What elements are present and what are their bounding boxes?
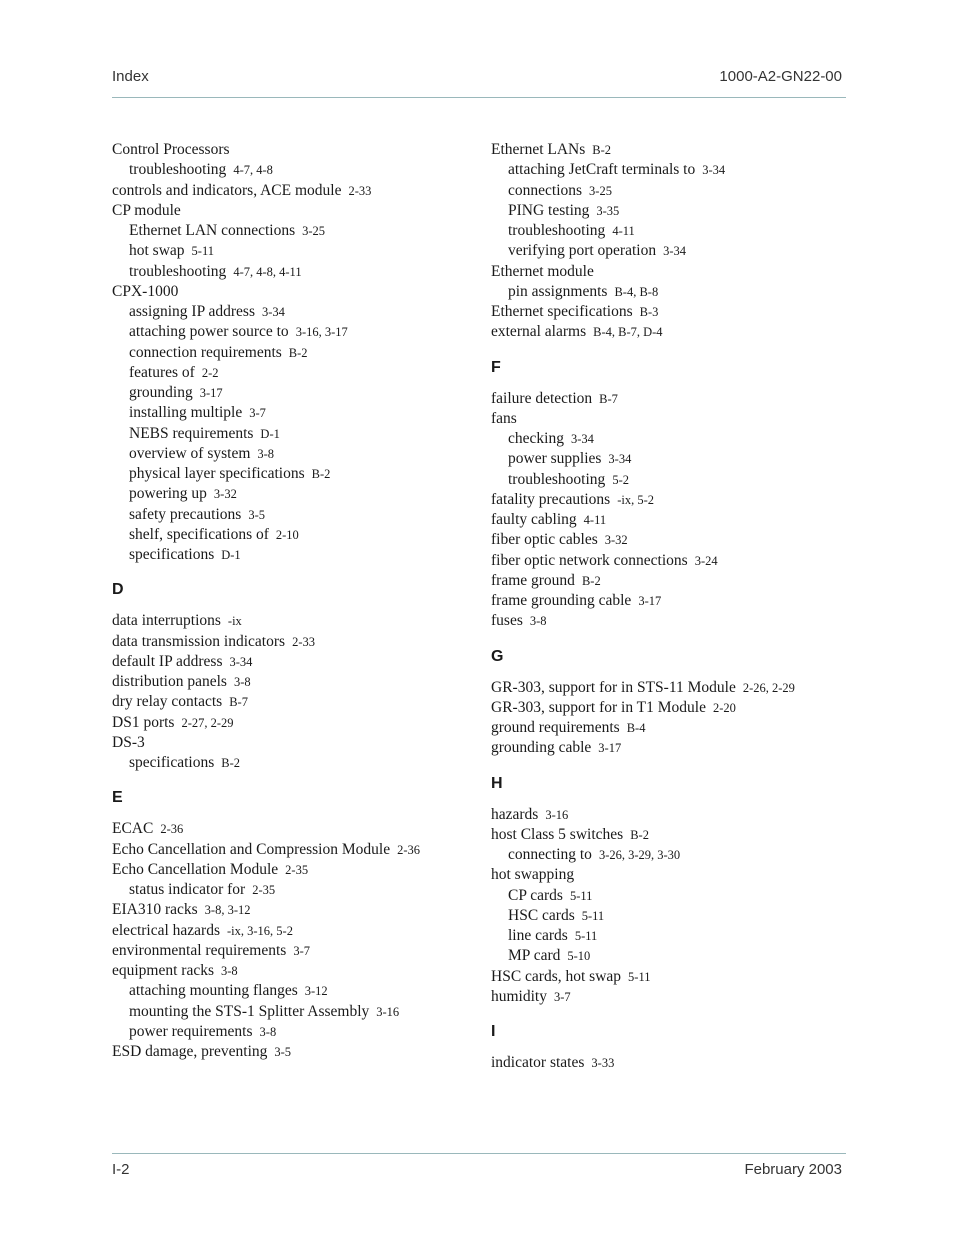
- index-entry: [112, 1042, 482, 1062]
- index-page-reference: 2-27, 2-29: [181, 715, 234, 730]
- index-subentry: [112, 302, 482, 322]
- index-entry: [112, 860, 482, 880]
- index-entry: [491, 389, 851, 409]
- index-term: grounding: [129, 384, 193, 401]
- index-term: environmental requirements: [112, 941, 287, 959]
- index-term: ground requirements: [491, 719, 620, 736]
- index-subentry: [112, 262, 482, 282]
- index-page-reference: 3-8, 3-12: [204, 903, 251, 918]
- index-entry: [491, 409, 851, 429]
- index-term: installing multiple: [129, 404, 243, 422]
- index-page-reference: B-4, B-7, D-4: [593, 325, 663, 340]
- index-page-reference: B-3: [639, 305, 659, 319]
- index-term: Control Processors: [112, 141, 230, 158]
- index-term: ESD damage, preventing: [112, 1043, 268, 1060]
- index-page-reference: 3-25: [589, 183, 612, 198]
- index-entry: [491, 530, 851, 550]
- index-page-reference: B-7: [229, 695, 248, 710]
- index-page-reference: 2-26, 2-29: [742, 680, 795, 695]
- index-entry: [491, 510, 851, 530]
- index-subentry: [112, 464, 482, 484]
- index-page-reference: 2-33: [292, 634, 315, 649]
- index-page-reference: 3-34: [262, 305, 285, 319]
- index-page-reference: 2-2: [201, 365, 219, 380]
- index-page-reference: B-2: [221, 756, 240, 770]
- index-term: Echo Cancellation and Compression Module: [112, 840, 391, 858]
- index-subentry: [491, 906, 851, 926]
- index-term: fiber optic cables: [491, 531, 598, 549]
- index-page-reference: 3-17: [638, 594, 662, 608]
- index-entry: [491, 718, 851, 738]
- index-term: external alarms: [491, 323, 587, 341]
- index-term: HSC cards: [508, 906, 575, 924]
- index-term: default IP address: [112, 652, 223, 670]
- index-page-reference: 3-7: [249, 406, 266, 421]
- index-page-reference: 2-35: [252, 883, 276, 897]
- index-term: physical layer specifications: [129, 465, 305, 482]
- index-page-reference: B-4, B-8: [614, 284, 659, 299]
- index-term: grounding cable: [491, 739, 592, 757]
- index-letter-heading: H: [491, 774, 503, 792]
- index-entry: [112, 140, 482, 160]
- index-page-reference: B-4: [626, 721, 646, 735]
- index-term: power requirements: [129, 1022, 253, 1040]
- index-entry: [112, 632, 482, 652]
- index-term: troubleshooting: [508, 222, 606, 239]
- index-letter-heading: D: [112, 581, 124, 599]
- index-term: checking: [508, 430, 564, 447]
- index-term: Ethernet LANs: [491, 141, 586, 158]
- index-page-reference: B-2: [311, 467, 331, 481]
- index-term: Ethernet module: [491, 262, 594, 280]
- index-term: specifications: [129, 754, 215, 771]
- footer-rule: [112, 1153, 846, 1154]
- index-term: hot swapping: [491, 866, 575, 884]
- index-term: Ethernet specifications: [491, 303, 633, 320]
- index-page-reference: D-1: [260, 426, 280, 441]
- index-entry: [491, 678, 851, 698]
- index-page-reference: 3-12: [304, 984, 328, 999]
- index-page-reference: 5-11: [569, 888, 593, 903]
- index-page-reference: 3-34: [702, 163, 726, 178]
- index-subentry: [491, 241, 851, 261]
- index-term: powering up: [129, 485, 207, 503]
- index-subentry: [491, 845, 851, 865]
- index-term: overview of system: [129, 444, 251, 462]
- index-entry: [112, 672, 482, 692]
- index-page-reference: 2-10: [275, 527, 299, 542]
- index-page-reference: 3-33: [591, 1056, 615, 1070]
- index-term: dry relay contacts: [112, 693, 223, 711]
- index-page-reference: D-1: [221, 548, 241, 562]
- index-entry: [491, 262, 851, 282]
- index-page-reference: 3-5: [274, 1045, 292, 1059]
- index-page-reference: -ix: [227, 614, 242, 629]
- index-entry: [112, 900, 482, 920]
- index-page-reference: 4-7, 4-8, 4-11: [233, 264, 302, 279]
- index-subentry: [112, 1002, 482, 1022]
- index-term: host Class 5 switches: [491, 825, 624, 843]
- index-term: ECAC: [112, 820, 154, 838]
- index-letter-heading: E: [112, 789, 123, 807]
- index-page-reference: 3-17: [598, 741, 622, 756]
- index-term: status indicator for: [129, 881, 246, 898]
- index-page-reference: 3-7: [293, 943, 310, 958]
- index-term: features of: [129, 363, 195, 381]
- index-subentry: [112, 753, 482, 773]
- index-entry: [491, 738, 851, 758]
- index-entry: [112, 733, 482, 753]
- index-page-reference: 3-26, 3-29, 3-30: [598, 848, 681, 862]
- index-term: power supplies: [508, 450, 602, 468]
- index-page-reference: 4-7, 4-8: [233, 163, 273, 178]
- running-header-doc-number: 1000-A2-GN22-00: [719, 68, 842, 85]
- index-page-reference: 3-32: [213, 487, 237, 502]
- index-subentry: [112, 160, 482, 180]
- index-term: attaching power source to: [129, 323, 289, 341]
- index-entry: [112, 692, 482, 712]
- index-term: EIA310 racks: [112, 901, 198, 919]
- publication-date: February 2003: [744, 1161, 842, 1178]
- index-term: line cards: [508, 927, 568, 944]
- index-page-reference: B-2: [592, 143, 612, 157]
- index-entry: [491, 698, 851, 718]
- index-entry: [491, 302, 851, 322]
- index-term: GR-303, support for in T1 Module: [491, 698, 706, 716]
- index-page-reference: 3-8: [257, 446, 275, 461]
- index-page-reference: 3-32: [604, 533, 628, 548]
- index-letter-heading: F: [491, 358, 501, 376]
- index-page-reference: -ix, 5-2: [617, 492, 655, 507]
- index-subentry: [112, 505, 482, 525]
- index-entry: [491, 987, 851, 1007]
- index-subentry: [112, 981, 482, 1001]
- index-entry: [112, 713, 482, 733]
- index-page-reference: 3-5: [248, 507, 266, 522]
- index-term: safety precautions: [129, 505, 242, 523]
- index-term: fatality precautions: [491, 490, 611, 508]
- index-subentry: [491, 946, 851, 966]
- index-term: CP module: [112, 201, 181, 219]
- index-term: fuses: [491, 612, 523, 630]
- index-term: pin assignments: [508, 282, 608, 300]
- index-entry: [112, 921, 482, 941]
- index-term: attaching JetCraft terminals to: [508, 161, 696, 179]
- index-term: HSC cards, hot swap: [491, 967, 622, 985]
- index-page-reference: 3-8: [259, 1024, 277, 1039]
- index-subentry: [491, 429, 851, 449]
- index-term: verifying port operation: [508, 242, 657, 260]
- index-term: data interruptions: [112, 612, 221, 630]
- index-subentry: [112, 343, 482, 363]
- index-page-reference: 3-16: [376, 1004, 400, 1019]
- index-subentry: [112, 322, 482, 342]
- index-entry: [491, 591, 851, 611]
- index-page-reference: 2-36: [397, 842, 421, 857]
- index-subentry: [491, 221, 851, 241]
- index-term: hazards: [491, 805, 539, 823]
- index-subentry: [112, 444, 482, 464]
- index-page-reference: 3-34: [570, 432, 594, 446]
- index-term: indicator states: [491, 1054, 585, 1071]
- index-page-reference: 3-34: [229, 654, 253, 669]
- index-subentry: [491, 160, 851, 180]
- index-page-reference: 4-11: [583, 513, 607, 527]
- index-entry: [491, 140, 851, 160]
- index-page-reference: B-2: [581, 573, 601, 588]
- index-entry: [491, 865, 851, 885]
- index-term: CP cards: [508, 886, 563, 904]
- index-term: distribution panels: [112, 673, 227, 690]
- index-page-reference: 5-11: [581, 908, 605, 923]
- index-page-reference: 3-24: [694, 553, 718, 568]
- index-page-reference: 2-35: [285, 862, 309, 877]
- index-term: connections: [508, 181, 583, 199]
- index-subentry: [491, 886, 851, 906]
- index-subentry: [112, 484, 482, 504]
- index-subentry: [112, 241, 482, 261]
- index-page-reference: 5-10: [567, 949, 591, 964]
- running-header-section: Index: [112, 68, 149, 85]
- index-subentry: [112, 403, 482, 423]
- index-subentry: [491, 201, 851, 221]
- index-term: fiber optic network connections: [491, 551, 688, 569]
- index-term: attaching mounting flanges: [129, 982, 298, 1000]
- index-page-reference: 3-35: [596, 203, 620, 218]
- index-entry: [491, 322, 851, 342]
- index-page-reference: 4-11: [612, 224, 635, 238]
- index-page-reference: 3-8: [529, 614, 547, 629]
- index-page-reference: 3-25: [302, 224, 326, 238]
- index-page-reference: B-2: [288, 345, 308, 360]
- index-term: faulty cabling: [491, 511, 577, 528]
- index-subentry: [112, 221, 482, 241]
- index-term: DS-3: [112, 733, 145, 751]
- index-subentry: [491, 926, 851, 946]
- index-term: hot swap: [129, 242, 185, 260]
- index-subentry: [112, 363, 482, 383]
- index-page-reference: 3-16: [545, 807, 569, 822]
- index-subentry: [491, 282, 851, 302]
- index-term: troubleshooting: [129, 262, 227, 280]
- index-page-reference: B-2: [630, 827, 649, 842]
- index-term: specifications: [129, 546, 215, 563]
- index-term: NEBS requirements: [129, 424, 254, 442]
- index-subentry: [112, 383, 482, 403]
- index-page-reference: -ix, 3-16, 5-2: [227, 923, 293, 938]
- index-term: fans: [491, 409, 517, 427]
- index-entry: [112, 941, 482, 961]
- index-subentry: [112, 545, 482, 565]
- index-term: electrical hazards: [112, 921, 220, 939]
- index-entry: [491, 571, 851, 591]
- index-subentry: [491, 181, 851, 201]
- index-page-reference: 5-11: [628, 969, 651, 984]
- index-subentry: [112, 880, 482, 900]
- index-entry: [491, 490, 851, 510]
- index-subentry: [491, 470, 851, 490]
- index-page-reference: B-7: [599, 391, 618, 406]
- index-term: GR-303, support for in STS-11 Module: [491, 678, 736, 696]
- index-entry: [112, 819, 482, 839]
- index-page-reference: 5-11: [574, 929, 598, 943]
- index-letter-heading: I: [491, 1023, 496, 1040]
- index-subentry: [491, 449, 851, 469]
- index-term: controls and indicators, ACE module: [112, 181, 342, 199]
- index-entry: [112, 181, 482, 201]
- index-page-reference: 3-34: [608, 452, 632, 467]
- index-term: assigning IP address: [129, 303, 255, 320]
- index-page-reference: 3-16, 3-17: [295, 325, 348, 340]
- index-term: connecting to: [508, 846, 592, 863]
- index-page-reference: 5-11: [191, 244, 214, 259]
- index-page-reference: 3-8: [233, 675, 251, 689]
- index-term: frame ground: [491, 571, 575, 589]
- index-subentry: [112, 424, 482, 444]
- page-number: I-2: [112, 1161, 130, 1178]
- index-entry: [491, 611, 851, 631]
- index-term: humidity: [491, 987, 547, 1005]
- index-entry: [491, 805, 851, 825]
- index-subentry: [112, 1022, 482, 1042]
- index-entry: [112, 840, 482, 860]
- index-entry: [112, 961, 482, 981]
- index-term: troubleshooting: [129, 161, 227, 179]
- index-entry: [491, 825, 851, 845]
- index-entry: [112, 201, 482, 221]
- index-page-reference: 3-8: [221, 964, 238, 978]
- index-term: PING testing: [508, 201, 590, 219]
- index-term: frame grounding cable: [491, 592, 632, 609]
- index-term: DS1 ports: [112, 713, 175, 731]
- index-letter-heading: G: [491, 647, 504, 665]
- index-term: MP card: [508, 947, 561, 965]
- index-entry: [491, 1053, 851, 1073]
- index-page-reference: 2-33: [348, 183, 372, 198]
- index-page-reference: 5-2: [612, 472, 629, 487]
- index-term: mounting the STS-1 Splitter Assembly: [129, 1002, 370, 1020]
- index-term: connection requirements: [129, 343, 282, 361]
- index-term: shelf, specifications of: [129, 525, 269, 543]
- index-term: Ethernet LAN connections: [129, 222, 296, 239]
- index-page-reference: 3-17: [199, 386, 223, 400]
- index-term: failure detection: [491, 389, 593, 407]
- index-column-right: [491, 140, 851, 1073]
- index-term: data transmission indicators: [112, 632, 286, 650]
- header-rule: [112, 97, 846, 98]
- index-entry: [112, 652, 482, 672]
- index-term: equipment racks: [112, 962, 215, 979]
- index-column-left: [112, 140, 482, 1062]
- index-subentry: [112, 525, 482, 545]
- index-entry: [491, 967, 851, 987]
- index-entry: [112, 282, 482, 302]
- index-entry: [491, 551, 851, 571]
- index-entry: [112, 611, 482, 631]
- index-term: Echo Cancellation Module: [112, 860, 279, 878]
- index-term: CPX-1000: [112, 282, 179, 300]
- index-page-reference: 2-36: [160, 822, 184, 837]
- index-page-reference: 2-20: [712, 700, 736, 715]
- index-page-reference: 3-7: [553, 989, 571, 1004]
- index-page-reference: 3-34: [663, 244, 686, 259]
- index-term: troubleshooting: [508, 470, 606, 488]
